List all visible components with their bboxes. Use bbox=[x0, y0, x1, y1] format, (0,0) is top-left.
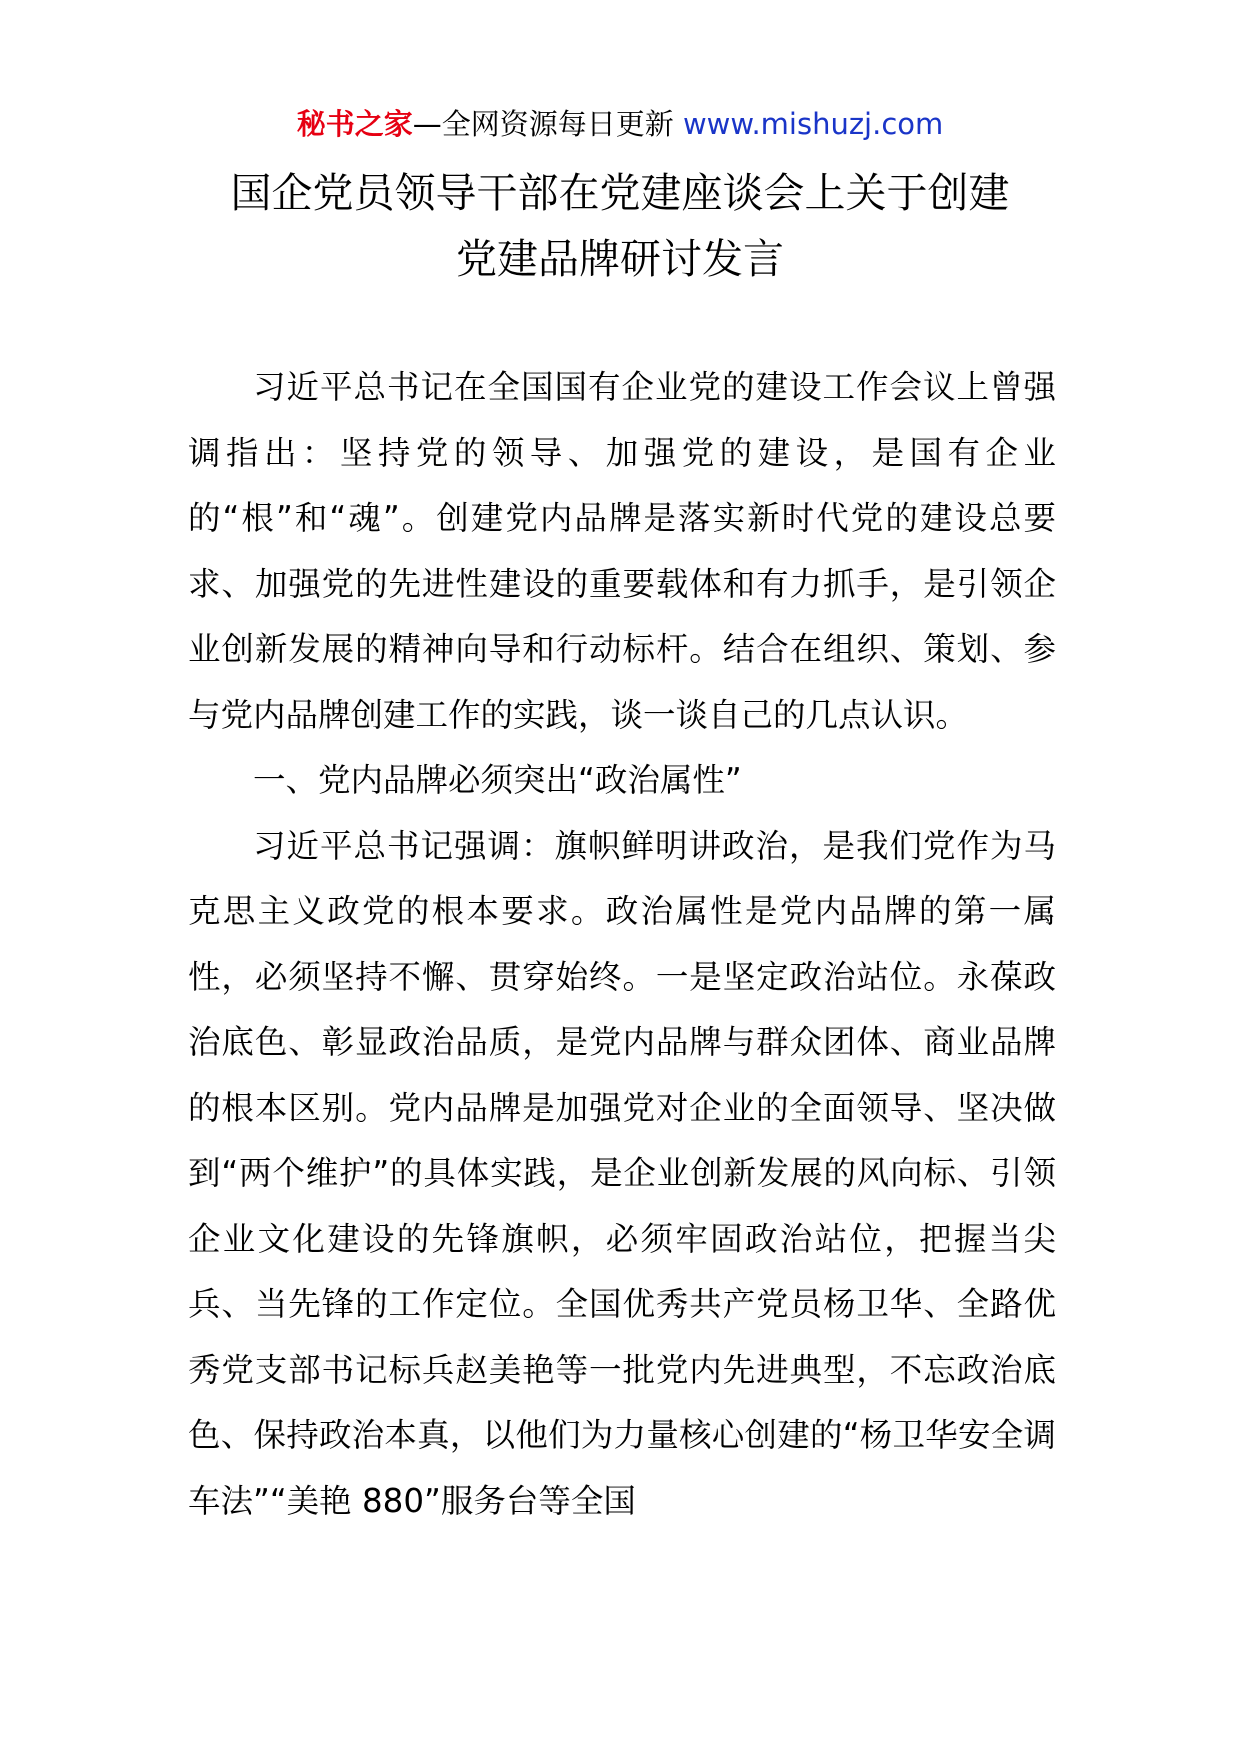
paragraph-section-1: 习近平总书记强调：旗帜鲜明讲政治，是我们党作为马克思主义政党的根本要求。政治属性是党内品牌的第一属性，必须坚持不懈、贯穿始终。一是坚定政治站位。永葆政治底色、彰显政治品质，是党内品牌与群众团体、商业品牌的根本区别。党内品牌是加强党对企业的全面领导、坚决做到“两个维护”的具体实践，是企业创新发展的风向标、引领企业文化建设的先锋旗帜，必须牢固政治站位，把握当尖兵、当先锋的工作定位。全国优秀共产党员杨卫华、全路优秀党支部书记标兵赵美艳等一批党内先进典型，不忘政治底色、保持政治本真，以他们为力量核心创建的“杨卫华安全调车法”“美艳 880”服务台等全国 bbox=[188, 826, 1056, 1520]
header-slogan: —全网资源每日更新 bbox=[412, 107, 683, 141]
page-header bbox=[0, 104, 1240, 144]
title-line-2: 党建品牌研讨发言 bbox=[456, 235, 784, 283]
section-heading-1: 一、党内品牌必须突出“政治属性” bbox=[253, 761, 742, 799]
document-title bbox=[0, 160, 1240, 292]
title-line-1: 国企党员领导干部在党建座谈会上关于创建 bbox=[230, 169, 1010, 217]
document-body bbox=[188, 355, 1056, 1534]
paragraph-intro: 习近平总书记在全国国有企业党的建设工作会议上曾强调指出：坚持党的领导、加强党的建设，是国有企业的“根”和“魂”。创建党内品牌是落实新时代党的建设总要求、加强党的先进性建设的重要载体和有力抓手，是引领企业创新发展的精神向导和行动标杆。结合在组织、策划、参与党内品牌创建工作的实践，谈一谈自己的几点认识。 bbox=[188, 368, 1056, 734]
site-url-link[interactable]: www.mishuzj.com bbox=[682, 107, 944, 141]
site-name: 秘书之家 bbox=[296, 107, 413, 141]
